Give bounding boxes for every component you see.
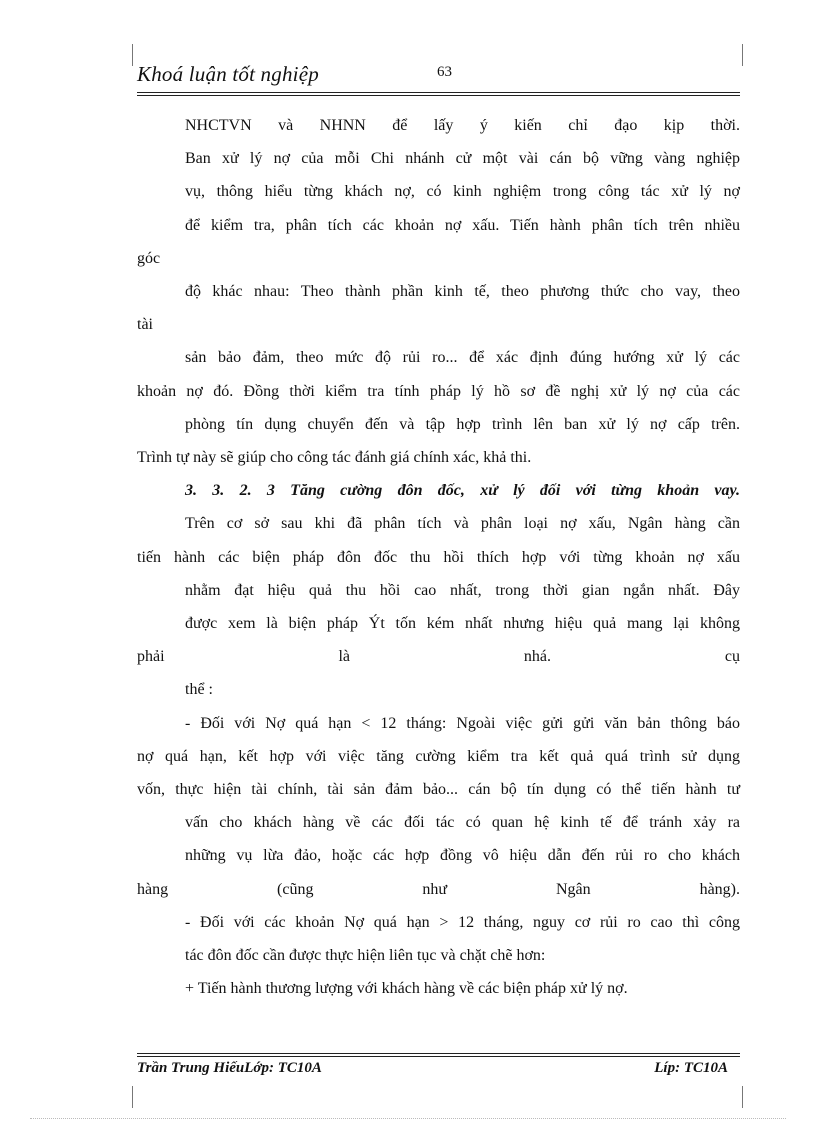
- body-text: [137, 109, 740, 1005]
- text-line: vấn cho khách hàng về các đối tác có quan hệ kinh tế để tránh xảy ra: [185, 814, 740, 832]
- text-line: độ khác nhau: Theo thành phần kinh tế, theo phương thức cho vay, theo: [185, 283, 740, 301]
- footer-rule-bottom: [137, 1056, 740, 1057]
- text-line: Trình tự này sẽ giúp cho công tác đánh giá chính xác, khả thi.: [137, 449, 532, 467]
- text-line: NHCTVN và NHNN để lấy ý kiến chỉ đạo kịp thời.: [185, 117, 740, 134]
- page-number: 63: [437, 64, 452, 80]
- text-line: để kiểm tra, phân tích các khoản nợ xấu. Tiến hành phân tích trên nhiều: [185, 216, 740, 234]
- text-line: nhằm đạt hiệu quả thu hồi cao nhất, trong thời gian ngắn nhất. Đây: [185, 581, 740, 599]
- crop-mark-top-left: [110, 44, 133, 66]
- text-line: Ban xử lý nợ của mỗi Chi nhánh cử một vài cán bộ vững vàng nghiệp: [185, 150, 740, 168]
- footer-author: Trần Trung HiếuLớp: TC10A: [137, 1060, 322, 1076]
- crop-mark-bottom-left: [110, 1086, 133, 1108]
- text-line: nợ quá hạn, kết hợp với việc tăng cường kiểm tra kết quả quá trình sử dụng: [137, 747, 740, 765]
- text-line: được xem là biện pháp Ýt tốn kém nhất nhưng hiệu quả mang lại không: [185, 615, 740, 633]
- crop-mark-top-right: [742, 44, 765, 66]
- header-rule-top: [137, 92, 740, 93]
- text-line: phải là nhá. cụ: [137, 648, 740, 666]
- text-line: + Tiến hành thương lượng với khách hàng về các biện pháp xử lý nợ.: [185, 980, 628, 998]
- text-line: hàng (cũng như Ngân hàng).: [137, 880, 740, 898]
- text-line: - Đối với Nợ quá hạn < 12 tháng: Ngoài việc gửi gửi văn bản thông báo: [185, 714, 740, 732]
- text-line: khoản nợ đó. Đồng thời kiểm tra tính pháp lý hồ sơ đề nghị xử lý nợ của các: [137, 382, 740, 400]
- footer-rule-top: [137, 1053, 740, 1054]
- text-line: góc: [137, 249, 161, 267]
- text-line: vụ, thông hiểu từng khách nợ, có kinh nghiệm trong công tác xử lý nợ: [185, 183, 740, 201]
- text-line: - Đối với các khoản Nợ quá hạn > 12 tháng, nguy cơ rủi ro cao thì công: [185, 913, 740, 931]
- text-line: tác đôn đốc cần được thực hiện liên tục và chặt chẽ hơn:: [185, 947, 546, 965]
- header-title: Khoá luận tốt nghiệp: [137, 62, 319, 86]
- text-line: tiến hành các biện pháp đôn đốc thu hồi thích hợp với từng khoản nợ xấu: [137, 548, 740, 566]
- text-line: vốn, thực hiện tài chính, tài sản đảm bảo... cán bộ tín dụng có thể tiến hành tư: [137, 781, 740, 799]
- header-rule-bottom: [137, 95, 740, 96]
- text-line: những vụ lừa đảo, hoặc các hợp đồng vô hiệu dẫn đến rủi ro cho khách: [185, 847, 740, 865]
- text-line: tài: [137, 316, 153, 334]
- text-line: phòng tín dụng chuyển đến và tập hợp trình lên ban xử lý nợ cấp trên.: [185, 415, 740, 433]
- page-bottom-dotted-line: [30, 1118, 786, 1119]
- footer-class: Líp: TC10A: [654, 1060, 728, 1076]
- text-line: Trên cơ sở sau khi đã phân tích và phân loại nợ xấu, Ngân hàng cần: [185, 515, 740, 533]
- crop-mark-bottom-right: [742, 1086, 765, 1108]
- section-heading: 3. 3. 2. 3 Tăng cường đôn đốc, xử lý đối với từng khoản vay.: [185, 482, 740, 500]
- text-line: thể :: [185, 681, 213, 699]
- text-line: sản bảo đảm, theo mức độ rủi ro... để xác định đúng hướng xử lý các: [185, 349, 740, 367]
